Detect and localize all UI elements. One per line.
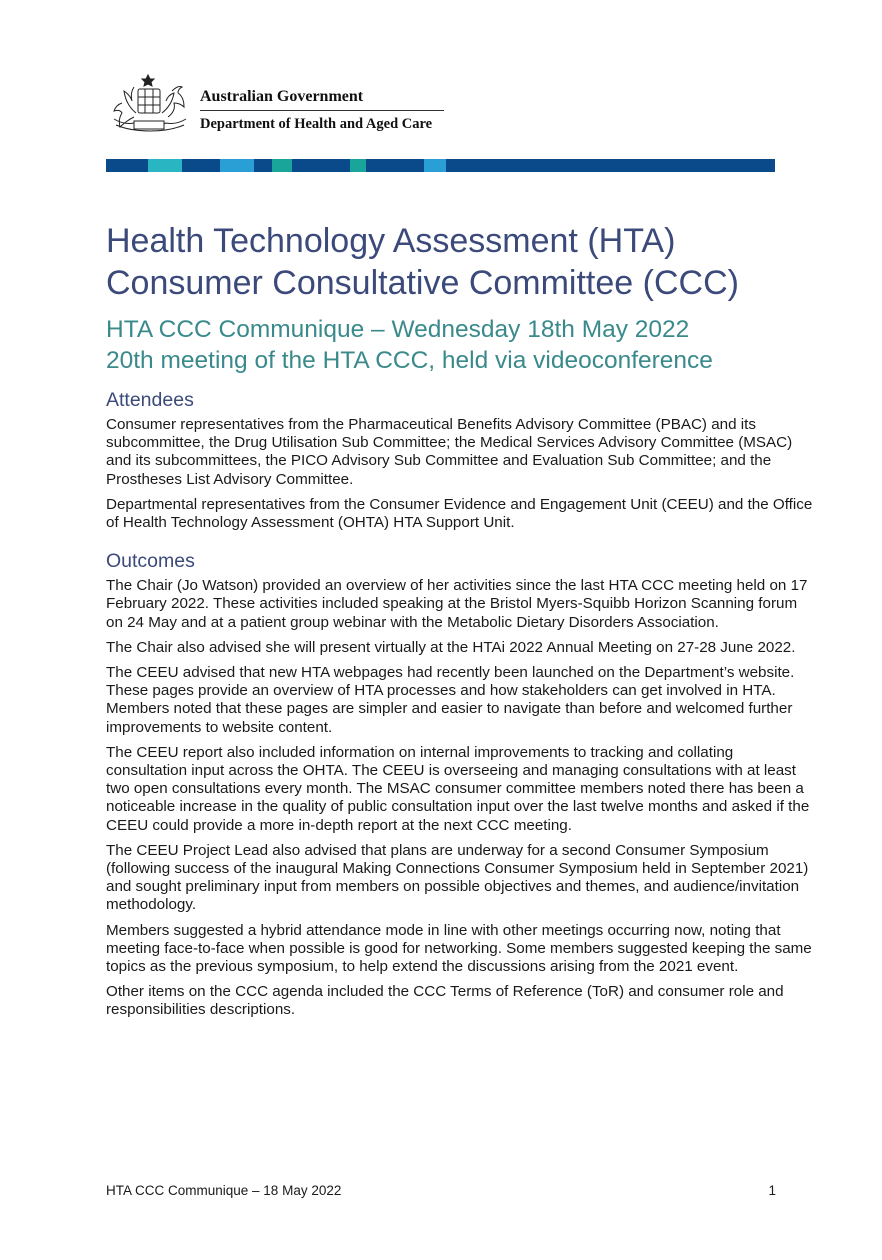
color-bar-segment bbox=[148, 159, 182, 172]
logo-line-australian-government: Australian Government bbox=[200, 87, 444, 111]
outcomes-paragraph: Members suggested a hybrid attendance mode in line with other meetings occurring now, noting that meeting face-to-face when possible is good for networking. Some members suggested keeping the same topics as the previous symposium, to help extend the discussions arising from the 2021 event. bbox=[106, 921, 812, 976]
outcomes-paragraph: The CEEU advised that new HTA webpages had recently been launched on the Department’s website. These pages provide an overview of HTA processes and how stakeholders can get involved in HTA. Members noted that these pages are simpler and easier to navigate than before and welcomed further improvements to website content. bbox=[106, 664, 795, 736]
logo-text bbox=[200, 87, 446, 134]
coat-of-arms-icon bbox=[108, 73, 192, 135]
footer-text: HTA CCC Communique – 18 May 2022 bbox=[106, 1183, 342, 1198]
outcomes-paragraph: The Chair (Jo Watson) provided an overview of her activities since the last HTA CCC meeting held on 17 February 2022. These activities included speaking at the Bristol Myers-Squibb Horizon Scanning forum on 24 May and at a patient group webinar with the Metabolic Dietary Disorders Association. bbox=[106, 577, 808, 631]
color-bar-segment bbox=[272, 159, 292, 172]
attendees-section bbox=[106, 416, 814, 532]
attendees-paragraph: Departmental representatives from the Consumer Evidence and Engagement Unit (CEEU) and the Office of Health Technology Assessment (OHTA) HTA Support Unit. bbox=[106, 495, 813, 532]
government-logo bbox=[108, 73, 448, 137]
outcomes-paragraph: Other items on the CCC agenda included the CCC Terms of Reference (ToR) and consumer role and responsibilities descriptions. bbox=[106, 983, 784, 1019]
header-color-bar bbox=[106, 159, 775, 172]
color-bar-segment bbox=[446, 159, 775, 172]
outcomes-heading: Outcomes bbox=[106, 550, 195, 573]
outcomes-section bbox=[106, 577, 814, 1019]
color-bar-segment bbox=[424, 159, 446, 172]
document-title bbox=[106, 220, 814, 304]
title-line-1: Health Technology Assessment (HTA) bbox=[106, 222, 676, 260]
outcomes-paragraph: The CEEU Project Lead also advised that plans are underway for a second Consumer Symposium (following success of the inaugural Making Connections Consumer Symposium held in September 2021) and sought preliminary input from members on possible objectives and themes, and audience/invitation methodology. bbox=[106, 841, 809, 914]
attendees-heading: Attendees bbox=[106, 389, 194, 411]
color-bar-segment bbox=[182, 159, 220, 172]
document-subtitle bbox=[106, 314, 814, 376]
color-bar-segment bbox=[254, 159, 272, 172]
title-line-2: Consumer Consultative Committee (CCC) bbox=[106, 264, 739, 302]
page-footer bbox=[106, 1183, 776, 1198]
outcomes-paragraph: The Chair also advised she will present virtually at the HTAi 2022 Annual Meeting on 27-28 June 2022. bbox=[106, 638, 796, 656]
color-bar-segment bbox=[350, 159, 366, 172]
color-bar-segment bbox=[220, 159, 254, 172]
document-body bbox=[106, 220, 814, 1020]
color-bar-segment bbox=[292, 159, 350, 172]
color-bar-segment bbox=[106, 159, 148, 172]
outcomes-paragraph: The CEEU report also included information on internal improvements to tracking and collating consultation input across the OHTA. The CEEU is overseeing and managing consultations with at least two open consultations every month. The MSAC consumer committee members noted there has been a noticeable increase in the quality of public consultation input over the last twelve months and asked if the CEEU could provide a more in-depth report at the next CCC meeting. bbox=[106, 743, 810, 834]
subtitle-line-1: HTA CCC Communique – Wednesday 18th May 2022 bbox=[106, 316, 690, 343]
logo-line-department: Department of Health and Aged Care bbox=[200, 116, 433, 132]
page-number: 1 bbox=[768, 1183, 776, 1198]
attendees-paragraph: Consumer representatives from the Pharmaceutical Benefits Advisory Committee (PBAC) and its subcommittee, the Drug Utilisation Sub Committee; the Medical Services Advisory Committee (MSAC) and its subcommittees, the PICO Advisory Sub Committee and Evaluation Sub Committee; and the Prostheses List Advisory Committee. bbox=[106, 416, 793, 488]
subtitle-line-2: 20th meeting of the HTA CCC, held via videoconference bbox=[106, 347, 713, 374]
color-bar-segment bbox=[366, 159, 424, 172]
